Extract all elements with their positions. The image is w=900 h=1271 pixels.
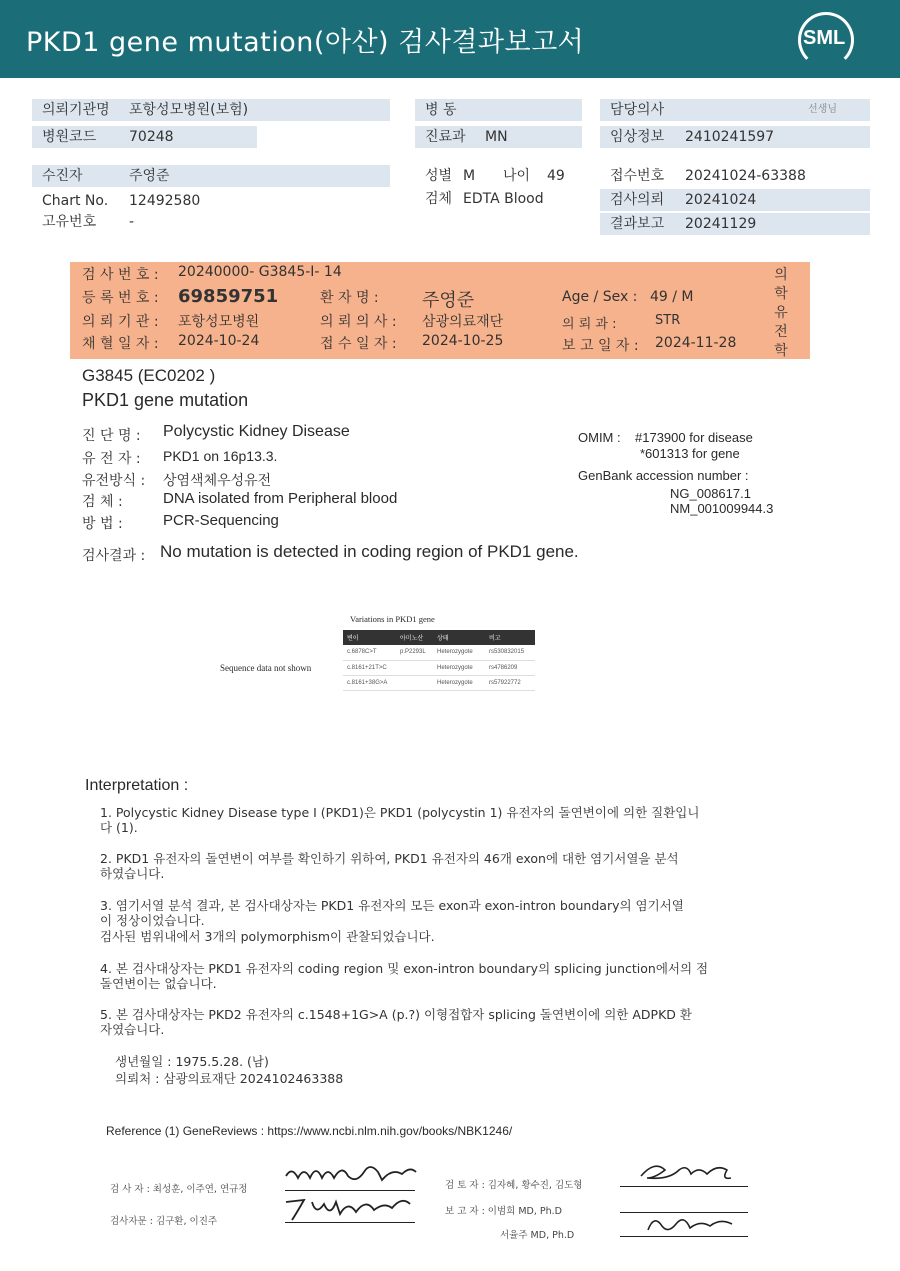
diagnosis-value: Polycystic Kidney Disease <box>163 423 350 440</box>
age-value: 49 <box>547 168 565 184</box>
scan-age-sex: 49 / M <box>650 289 694 305</box>
reference: Reference (1) GeneReviews : https://www.ncbi.nlm.nih.gov/books/NBK1246/ <box>106 1124 513 1138</box>
table-cell: c.8161+21T>C <box>343 660 396 675</box>
receipt-label: 접수번호 <box>610 168 665 184</box>
age-label: 나이 <box>503 168 531 184</box>
hospital-code-value: 70248 <box>129 129 174 145</box>
genbank-ng: NG_008617.1 <box>670 486 751 501</box>
table-cell: c.8161+38G>A <box>343 675 396 690</box>
method-label: 방 법 : <box>82 516 123 532</box>
table-row <box>343 660 535 675</box>
reporter-signature-icon <box>640 1208 740 1238</box>
interp-line: 4. 본 검사대상자는 PKD1 유전자의 coding region 및 exon-intron boundary의 splicing junction에서의 점 <box>100 961 709 976</box>
variations-header-cell: 비고 <box>485 630 535 645</box>
institution-value: 포항성모병원(보험) <box>129 102 249 118</box>
test-code: G3845 (EC0202 ) <box>82 366 216 385</box>
doctor-label: 담당의사 <box>610 102 665 118</box>
table-cell <box>396 675 433 690</box>
method-value: PCR-Sequencing <box>163 512 279 529</box>
interp-line: 3. 염기서열 분석 결과, 본 검사대상자는 PKD1 유전자의 모든 exon과 exon-intron boundary의 염기서열 <box>100 898 684 913</box>
scan-patient: 주영준 <box>422 290 475 311</box>
dept-label: 진료과 <box>425 129 466 145</box>
sex-value: M <box>463 168 476 184</box>
table-cell: Heterozygote <box>433 675 485 690</box>
table-row <box>343 675 535 690</box>
scan-side-label <box>773 266 789 361</box>
chart-field <box>32 190 390 212</box>
interp-line: 하였습니다. <box>100 866 165 881</box>
unique-id-label: 고유번호 <box>42 214 97 230</box>
scan-reg-no-label: 등 록 번 호 : <box>82 290 159 306</box>
institution-field <box>32 99 390 121</box>
hospital-code-label: 병원코드 <box>42 129 97 145</box>
examiners: 검 사 자 : 최성훈, 이주연, 연규정 <box>110 1184 248 1195</box>
side-char: 전 <box>774 324 788 340</box>
variations-header-cell: 상태 <box>433 630 485 645</box>
report-title: PKD1 gene mutation(아산) 검사결과보고서 <box>26 27 585 58</box>
scan-specimen-label: 검 체 : <box>82 494 123 510</box>
interp-line: 돌연변이는 없습니다. <box>100 976 217 991</box>
result-value: No mutation is detected in coding region of PKD1 gene. <box>160 542 579 561</box>
interpretation-title: Interpretation : <box>85 777 189 794</box>
table-cell: rs530832015 <box>485 645 535 660</box>
interp-line: 2. PKD1 유전자의 돌연변이 여부를 확인하기 위하여, PKD1 유전자의 46개 exon에 대한 염기서열을 분석 <box>100 851 679 866</box>
doctor-field <box>600 99 870 121</box>
dept-value: MN <box>485 129 508 145</box>
reviewers: 검 토 자 : 김자혜, 황수진, 김도형 <box>445 1180 583 1191</box>
test-name: PKD1 gene mutation <box>82 390 249 410</box>
report-date-label: 결과보고 <box>610 216 665 232</box>
ward-field <box>415 99 582 121</box>
ward-label: 병 동 <box>425 102 457 118</box>
dept-field <box>415 126 582 148</box>
table-cell: rs57922772 <box>485 675 535 690</box>
side-char: 의 <box>774 267 788 283</box>
request-value: 20241024 <box>685 192 757 208</box>
patient-field <box>32 165 390 187</box>
receipt-field <box>600 165 870 187</box>
referrer: 의뢰처 : 삼광의료재단 2024102463388 <box>115 1071 344 1086</box>
reviewer-signature-icon <box>635 1156 745 1186</box>
scan-specimen-value: DNA isolated from Peripheral blood <box>163 490 398 507</box>
chart-value: 12492580 <box>129 193 201 209</box>
unique-id-field <box>32 211 390 233</box>
omim-disease: #173900 for disease <box>635 430 753 445</box>
table-cell: c.6878C>T <box>343 645 396 660</box>
specimen-value: EDTA Blood <box>463 191 544 207</box>
table-cell: p.P2293L <box>396 645 433 660</box>
interp-line: 5. 본 검사대상자는 PKD2 유전자의 c.1548+1G>A (p.?) 이형접합자 splicing 돌연변이에 의한 ADPKD 환 <box>100 1007 692 1022</box>
report-date-value: 20241129 <box>685 216 757 232</box>
report-header <box>0 0 900 78</box>
interp-line: 이 정상이었습니다. <box>100 913 205 928</box>
signature-line <box>620 1186 748 1187</box>
specimen-field <box>415 188 595 210</box>
table-cell: rs4786209 <box>485 660 535 675</box>
scan-test-no: 20240000- G3845-I- 14 <box>178 264 342 280</box>
variations-header-cell: 아미노산 <box>396 630 433 645</box>
result-label: 검사결과 : <box>82 548 146 564</box>
unique-id-value: - <box>129 214 135 230</box>
clinical-value: 2410241597 <box>685 129 775 145</box>
sequence-note: Sequence data not shown <box>220 663 312 673</box>
specimen-label: 검체 <box>425 191 453 207</box>
scan-dept: STR <box>655 313 681 328</box>
interp-line: 1. Polycystic Kidney Disease type I (PKD1)은 PKD1 (polycystin 1) 유전자의 돌연변이에 의한 질환입니 <box>100 805 700 820</box>
side-char: 학 <box>774 286 788 302</box>
gene-value: PKD1 on 16p13.3. <box>163 448 278 464</box>
sex-label: 성별 <box>425 168 453 184</box>
table-cell <box>396 660 433 675</box>
sml-logo-text: SML <box>803 27 846 49</box>
birth-date: 생년월일 : 1975.5.28. (남) <box>115 1054 269 1069</box>
variations-header-row <box>343 630 535 645</box>
examiner-signature-icon <box>282 1158 422 1193</box>
scan-test-no-label: 검 사 번 호 : <box>82 267 159 283</box>
variations-table <box>343 630 535 691</box>
hospital-code-field <box>32 126 257 148</box>
report-date-field <box>600 213 870 235</box>
genbank-label: GenBank accession number : <box>578 468 749 483</box>
interp-line: 다 (1). <box>100 820 138 835</box>
patient-value: 주영준 <box>129 168 170 184</box>
clinical-field <box>600 126 870 148</box>
doctor-suffix: 선생님 <box>808 104 837 115</box>
omim-label: OMIM : <box>578 430 621 445</box>
gene-label: 유 전 자 : <box>82 451 141 467</box>
reporter-2: 서율주 MD, Ph.D <box>500 1230 575 1241</box>
scan-inst-label: 의 뢰 기 관 : <box>82 314 159 330</box>
scan-receive-label: 접 수 일 자 : <box>320 336 397 352</box>
inheritance-value: 상염색체우성유전 <box>163 473 272 489</box>
side-char: 유 <box>774 305 788 321</box>
table-row <box>343 645 535 660</box>
scan-collect: 2024-10-24 <box>178 333 260 349</box>
institution-label: 의뢰기관명 <box>42 102 110 118</box>
advisor-signature-icon <box>282 1192 422 1224</box>
inheritance-label: 유전방식 : <box>82 473 146 489</box>
scan-doctor: 삼광의료재단 <box>422 314 504 330</box>
variations-header-cell: 변이 <box>343 630 396 645</box>
scan-inst: 포항성모병원 <box>178 314 260 330</box>
interp-line: 검사된 범위내에서 3개의 polymorphism이 관찰되었습니다. <box>100 929 435 944</box>
scan-receive: 2024-10-25 <box>422 333 504 349</box>
advisors: 검사자문 : 김구환, 이진주 <box>110 1216 218 1227</box>
scan-dept-label: 의 뢰 과 : <box>562 317 617 332</box>
omim-gene: *601313 for gene <box>640 446 740 461</box>
chart-label: Chart No. <box>42 193 109 209</box>
request-label: 검사의뢰 <box>610 192 665 208</box>
diagnosis-label: 진 단 명 : <box>82 428 141 444</box>
genbank-nm: NM_001009944.3 <box>670 501 774 516</box>
sex-age-field <box>415 165 595 187</box>
scan-doctor-label: 의 뢰 의 사 : <box>320 314 397 330</box>
interp-line: 자였습니다. <box>100 1022 165 1037</box>
scan-reg-no: 69859751 <box>178 286 279 307</box>
scan-age-sex-label: Age / Sex : <box>562 289 638 305</box>
variations-title: Variations in PKD1 gene <box>350 614 435 624</box>
reporter: 보 고 자 : 이범희 MD, Ph.D <box>445 1206 562 1217</box>
side-char: 학 <box>774 343 788 359</box>
scan-patient-label: 환 자 명 : <box>320 290 379 306</box>
table-cell: Heterozygote <box>433 660 485 675</box>
scan-collect-label: 채 혈 일 자 : <box>82 336 159 352</box>
clinical-label: 임상정보 <box>610 129 665 145</box>
scan-report: 2024-11-28 <box>655 335 737 351</box>
patient-label: 수진자 <box>42 168 83 184</box>
scan-report-label: 보 고 일 자 : <box>562 338 639 354</box>
table-cell: Heterozygote <box>433 645 485 660</box>
receipt-value: 20241024-63388 <box>685 168 806 184</box>
request-field <box>600 189 870 211</box>
